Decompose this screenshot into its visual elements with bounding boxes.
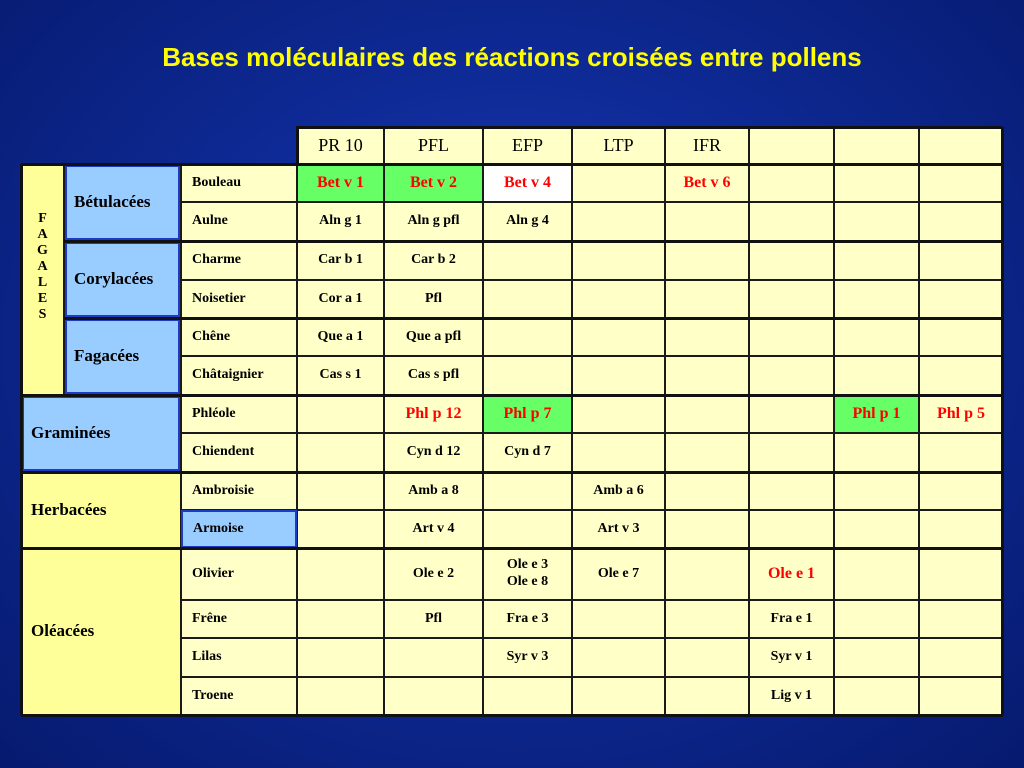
allergen-cell [919, 356, 1003, 395]
allergen-cell [483, 472, 572, 510]
allergen-cell [572, 356, 665, 395]
allergen-cell [749, 318, 834, 356]
species-cell: Bouleau [181, 164, 297, 202]
allergen-cell [483, 241, 572, 280]
allergen-cell: Art v 4 [384, 510, 483, 548]
species-cell: Troene [181, 677, 297, 715]
column-header [749, 127, 834, 164]
species-cell: Olivier [181, 548, 297, 600]
allergen-cell: Car b 1 [297, 241, 384, 280]
allergen-cell [834, 472, 919, 510]
order-letter: G [37, 243, 48, 258]
species-cell: Ambroisie [181, 472, 297, 510]
allergen-cell [665, 318, 749, 356]
allergen-cell: Phl p 7 [483, 395, 572, 433]
group-separator [21, 547, 1003, 550]
allergen-cell [919, 433, 1003, 472]
allergen-cell [749, 472, 834, 510]
allergen-cell [834, 356, 919, 395]
allergen-cell [834, 677, 919, 715]
allergen-cell [572, 677, 665, 715]
allergen-cell [572, 280, 665, 318]
family-cell: Graminées [21, 395, 181, 472]
allergen-cell [297, 510, 384, 548]
allergen-cell: Amb a 8 [384, 472, 483, 510]
allergen-cell [483, 548, 572, 600]
allergen-cell [749, 280, 834, 318]
allergen-cell: Phl p 1 [834, 395, 919, 433]
allergen-cell: Fra e 3 [483, 600, 572, 638]
group-separator [21, 471, 1003, 474]
allergen-cell: Bet v 1 [297, 164, 384, 202]
allergen-cell [665, 677, 749, 715]
family-cell: Oléacées [21, 548, 181, 715]
allergen-cell [297, 472, 384, 510]
group-separator [296, 127, 299, 164]
allergen-cell [665, 202, 749, 241]
allergen-cell [572, 600, 665, 638]
species-cell: Frêne [181, 600, 297, 638]
allergen-cell [483, 356, 572, 395]
allergen-cell [834, 433, 919, 472]
allergen-cell: Car b 2 [384, 241, 483, 280]
allergen-cell [834, 600, 919, 638]
allergen-cell: Art v 3 [572, 510, 665, 548]
order-letter: E [37, 291, 48, 306]
allergen-cell [919, 241, 1003, 280]
allergen-cell: Aln g 1 [297, 202, 384, 241]
group-separator [1001, 127, 1004, 715]
allergen-cell [834, 510, 919, 548]
allergen-cell [665, 241, 749, 280]
allergen-cell: Pfl [384, 280, 483, 318]
species-cell: Chiendent [181, 433, 297, 472]
allergen-cell [297, 548, 384, 600]
allergen-cell [665, 280, 749, 318]
allergen-cell: Cyn d 7 [483, 433, 572, 472]
allergen-line: Ole e 8 [506, 574, 549, 589]
allergen-cell [665, 472, 749, 510]
column-header [919, 127, 1003, 164]
allergen-cell [483, 318, 572, 356]
allergen-cell [919, 472, 1003, 510]
order-letter: F [38, 211, 47, 226]
allergen-cell [749, 241, 834, 280]
allergen-cell: Cas s 1 [297, 356, 384, 395]
allergen-cell [919, 548, 1003, 600]
column-header [834, 127, 919, 164]
group-separator [21, 394, 1003, 397]
allergen-cell: Syr v 3 [483, 638, 572, 677]
allergen-cell: Amb a 6 [572, 472, 665, 510]
allergen-cell: Phl p 12 [384, 395, 483, 433]
allergen-cell [919, 318, 1003, 356]
species-cell: Phléole [181, 395, 297, 433]
group-separator [64, 317, 1003, 320]
allergen-cell [665, 510, 749, 548]
allergen-cell [834, 164, 919, 202]
group-separator [64, 240, 1003, 243]
allergen-cell [665, 395, 749, 433]
species-cell: Noisetier [181, 280, 297, 318]
column-header: PR 10 [297, 127, 384, 164]
allergen-cell [749, 356, 834, 395]
allergen-cell [834, 241, 919, 280]
allergen-cell [483, 677, 572, 715]
species-cell: Charme [181, 241, 297, 280]
allergen-cell [572, 202, 665, 241]
allergen-cell [749, 510, 834, 548]
slide-title: Bases moléculaires des réactions croisées entre pollens [162, 42, 862, 72]
allergen-cell: Cas s pfl [384, 356, 483, 395]
species-cell: Aulne [181, 202, 297, 241]
allergen-cell: Bet v 4 [483, 164, 572, 202]
allergen-cell [483, 510, 572, 548]
allergen-cell [919, 677, 1003, 715]
order-letter: A [37, 227, 48, 242]
allergen-cell: Bet v 2 [384, 164, 483, 202]
column-header: PFL [384, 127, 483, 164]
group-separator [296, 126, 1002, 129]
allergen-cell [572, 433, 665, 472]
allergen-cell [749, 202, 834, 241]
allergen-cell: Pfl [384, 600, 483, 638]
allergen-cell [749, 164, 834, 202]
allergen-cell [665, 548, 749, 600]
allergen-cell [297, 433, 384, 472]
group-separator [21, 163, 297, 166]
allergen-cell [919, 600, 1003, 638]
allergen-cell [483, 280, 572, 318]
order-letter: L [37, 275, 48, 290]
allergen-cell [665, 638, 749, 677]
allergen-cell [834, 638, 919, 677]
allergen-cell [384, 677, 483, 715]
allergen-cell: Ole e 2 [384, 548, 483, 600]
allergen-cell [572, 164, 665, 202]
allergen-cell: Phl p 5 [919, 395, 1003, 433]
allergen-cell [297, 600, 384, 638]
allergen-cell [572, 318, 665, 356]
column-header: LTP [572, 127, 665, 164]
allergen-line: Ole e 3 [506, 557, 549, 573]
group-separator [21, 714, 1003, 717]
allergen-cell: Que a pfl [384, 318, 483, 356]
allergen-cell [919, 510, 1003, 548]
species-cell: Lilas [181, 638, 297, 677]
allergen-cell [572, 241, 665, 280]
allergen-cell [919, 280, 1003, 318]
allergen-cell: Aln g pfl [384, 202, 483, 241]
group-separator [20, 164, 23, 715]
allergen-cell: Fra e 1 [749, 600, 834, 638]
column-header: EFP [483, 127, 572, 164]
allergen-cell [297, 638, 384, 677]
allergen-cell [749, 395, 834, 433]
species-cell: Châtaignier [181, 356, 297, 395]
allergen-cell [297, 677, 384, 715]
species-cell: Armoise [181, 510, 297, 548]
column-header: IFR [665, 127, 749, 164]
allergen-cell: Aln g 4 [483, 202, 572, 241]
allergen-cell [919, 164, 1003, 202]
allergen-cell: Que a 1 [297, 318, 384, 356]
order-letter: S [38, 307, 47, 322]
allergen-cell [834, 318, 919, 356]
order-letter: A [37, 259, 48, 274]
allergen-cell [384, 638, 483, 677]
allergen-cell: Cor a 1 [297, 280, 384, 318]
family-cell: Fagacées [64, 318, 181, 395]
allergen-cell [572, 395, 665, 433]
allergen-cell: Bet v 6 [665, 164, 749, 202]
allergen-cell [919, 638, 1003, 677]
allergen-cell [834, 548, 919, 600]
allergen-cell: Cyn d 12 [384, 433, 483, 472]
allergen-cell [297, 395, 384, 433]
allergen-cell [665, 356, 749, 395]
allergen-cell [572, 638, 665, 677]
family-cell: Herbacées [21, 472, 181, 548]
allergen-cell [665, 600, 749, 638]
allergen-cell [834, 280, 919, 318]
species-cell: Chêne [181, 318, 297, 356]
allergen-cell [749, 433, 834, 472]
order-fagales-label [21, 164, 64, 395]
family-cell: Corylacées [64, 241, 181, 318]
allergen-cell [665, 433, 749, 472]
group-separator [297, 163, 1003, 166]
allergen-cell: Ole e 7 [572, 548, 665, 600]
allergen-cell: Lig v 1 [749, 677, 834, 715]
allergen-cell: Syr v 1 [749, 638, 834, 677]
family-cell: Bétulacées [64, 164, 181, 241]
allergen-cell [919, 202, 1003, 241]
allergen-cell: Ole e 1 [749, 548, 834, 600]
allergen-cell [834, 202, 919, 241]
